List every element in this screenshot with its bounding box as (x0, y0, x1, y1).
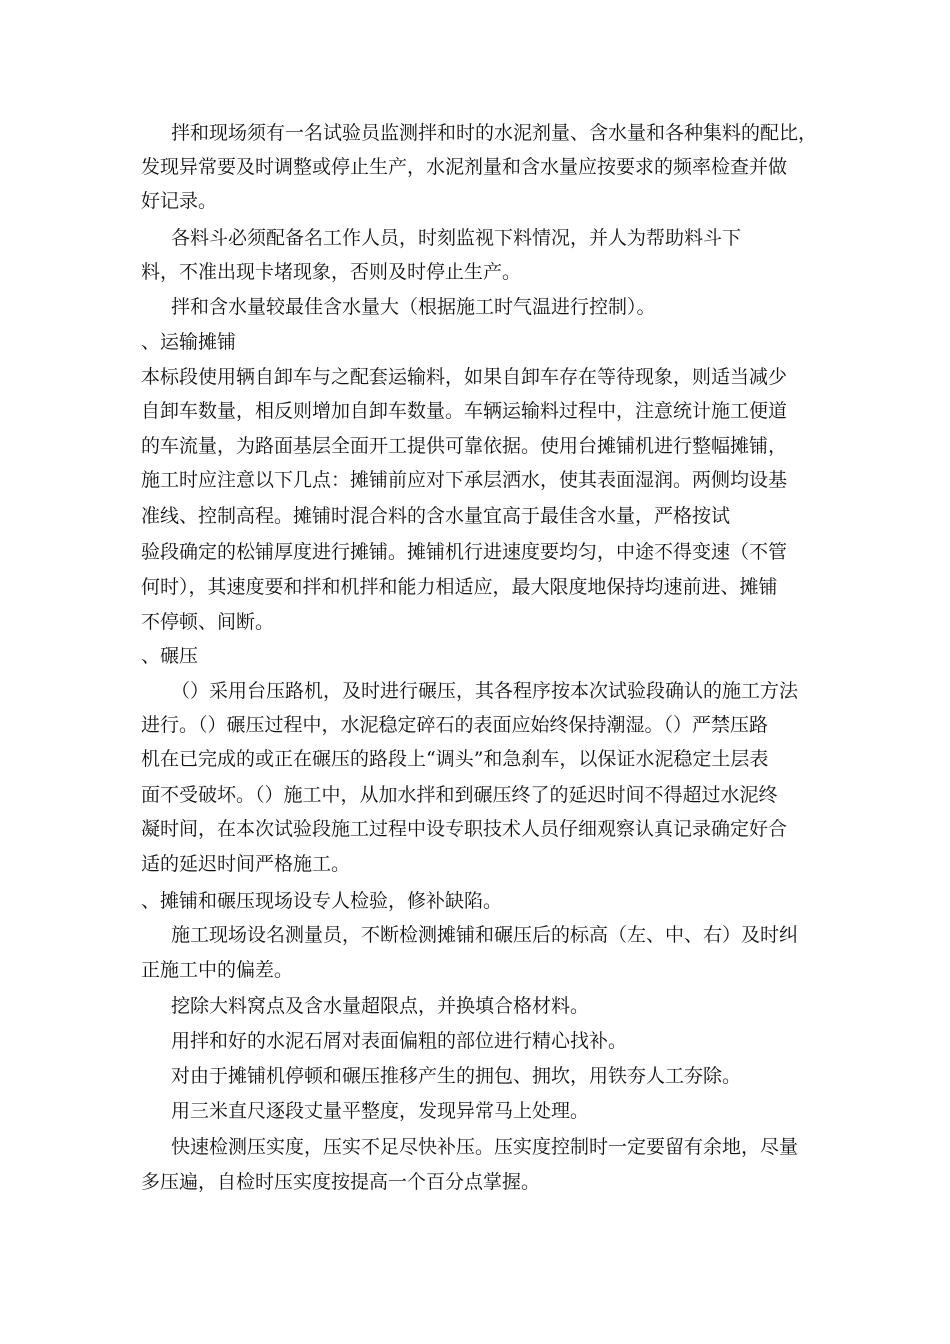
text-line: 多压遍，自检时压实度按提高一个百分点掌握。 (141, 1171, 541, 1193)
text-line: 施工时应注意以下几点：摊铺前应对下承层洒水，使其表面湿润。两侧均设基 (141, 469, 788, 491)
text-line: 进行。（）碾压过程中，水泥稳定碎石的表面应始终保持潮湿。（）严禁压路 (141, 714, 769, 736)
text-line: 各料斗必须配备名工作人员，时刻监视下料情况，并人为帮助料斗下 (171, 227, 742, 249)
text-line: 用拌和好的水泥石屑对表面偏粗的部位进行精心找补。 (171, 1030, 628, 1052)
text-line: 好记录。 (141, 190, 218, 212)
text-line: 施工现场设名测量员，不断检测摊铺和碾压后的标高（左、中、右）及时纠 (171, 924, 799, 946)
text-line: 验段确定的松铺厚度进行摊铺。摊铺机行进速度要均匀，中途不得变速（不管 (141, 541, 788, 563)
text-line: 用三米直尺逐段丈量平整度，发现异常马上处理。 (171, 1100, 590, 1122)
section-heading: 、摊铺和碾压现场设专人检验，修补缺陷。 (141, 890, 503, 912)
text-line: 适的延迟时间严格施工。 (141, 853, 351, 875)
text-line: 拌和现场须有一名试验员监测拌和时的水泥剂量、含水量和各种集料的配比， (171, 122, 818, 144)
text-line: 拌和含水量较最佳含水量大（根据施工时气温进行控制）。 (171, 296, 656, 318)
text-line: 何时），其速度要和拌和机拌和能力相适应，最大限度地保持均速前进、摊铺 (141, 576, 778, 598)
text-line: 正施工中的偏差。 (141, 959, 294, 981)
text-line: 面不受破坏。（）施工中，从加水拌和到碾压终了的延迟时间不得超过水泥终 (141, 784, 778, 806)
text-line: 的车流量，为路面基层全面开工提供可靠依据。使用台摊铺机进行整幅摊铺， (141, 435, 788, 457)
text-line: 料，不准出现卡堵现象，否则及时停止生产。 (141, 261, 522, 283)
text-line: 挖除大料窝点及含水量超限点，并换填合格材料。 (171, 995, 590, 1017)
text-line: （）采用台压路机，及时进行碾压，其各程序按本次试验段确认的施工方法 (171, 680, 799, 702)
text-line: 机在已完成的或正在碾压的路段上“调头”和急刹车，以保证水泥稳定土层表 (141, 748, 769, 770)
text-line: 不停顿、间断。 (141, 611, 275, 633)
text-line: 本标段使用辆自卸车与之配套运输料，如果自卸车存在等待现象，则适当减少 (141, 366, 788, 388)
text-line: 自卸车数量，相反则增加自卸车数量。车辆运输料过程中，注意统计施工便道 (141, 400, 788, 422)
section-heading: 、运输摊铺 (141, 331, 237, 353)
section-heading: 、碾压 (141, 645, 199, 667)
text-line: 发现异常要及时调整或停止生产，水泥剂量和含水量应按要求的频率检查并做 (141, 156, 788, 178)
text-line: 准线、控制高程。摊铺时混合料的含水量宜高于最佳含水量，严格按试 (141, 505, 731, 527)
text-line: 快速检测压实度，压实不足尽快补压。压实度控制时一定要留有余地，尽量 (171, 1136, 799, 1158)
text-line: 凝时间，在本次试验段施工过程中设专职技术人员仔细观察认真记录确定好合 (141, 818, 788, 840)
text-line: 对由于摊铺机停顿和碾压推移产生的拥包、拥坎，用铁夯人工夯除。 (171, 1065, 742, 1087)
